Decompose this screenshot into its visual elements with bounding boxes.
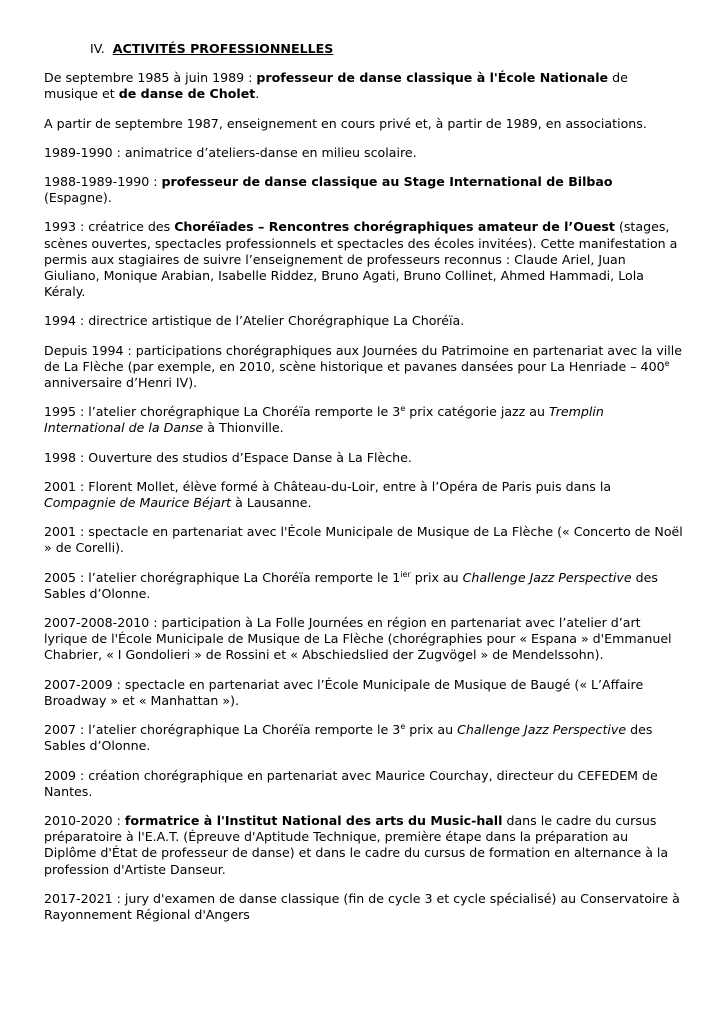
text-run: à Lausanne. bbox=[231, 495, 312, 511]
text-run: 2007-2008-2010 : participation à La Folle Journées en région en partenariat avec l’atelier d’art lyrique de l'École Municipale de Musique de La Flèche (chorégraphies pour « Espana » d'Emmanuel Chabrier, « I Gondolieri » de Rossini et « Abschiedslied der Zugvögel » de Mendelssohn). bbox=[44, 615, 672, 663]
text-run: de musique et bbox=[44, 70, 628, 102]
text-run: prix catégorie jazz au bbox=[405, 404, 549, 420]
superscript-text: e bbox=[400, 404, 406, 414]
entry-paragraph bbox=[44, 768, 684, 800]
text-run: 2009 : création chorégraphique en partenariat avec Maurice Courchay, directeur du CEFEDEM de Nantes. bbox=[44, 767, 658, 799]
text-run: De septembre 1985 à juin 1989 : bbox=[44, 70, 257, 86]
entry-paragraph bbox=[44, 722, 684, 754]
text-run: 1998 : Ouverture des studios d’Espace Danse à La Flèche. bbox=[44, 449, 412, 465]
text-run: à Thionville. bbox=[203, 420, 284, 436]
entry-paragraph bbox=[44, 145, 684, 161]
text-run: (stages, scènes ouvertes, spectacles professionnels et spectacles des écoles invitées). Cette manifestation a permis aux stagiaires de suivre l’enseignement de professeurs reconnus : Claude Ariel, Juan Giuliano, Monique Arabian, Isabelle Riddez, Bruno Agati, Bruno Collinet, Ahmed Hammadi, Lola Kéraly. bbox=[44, 219, 678, 300]
italic-text: Compagnie de Maurice Béjart bbox=[44, 495, 232, 511]
text-run: . bbox=[255, 86, 260, 102]
entry-paragraph bbox=[44, 479, 684, 511]
text-run: 1988-1989-1990 : bbox=[44, 174, 162, 190]
superscript-text: ier bbox=[400, 569, 411, 579]
superscript-text: e bbox=[664, 358, 670, 368]
text-run: 2001 : spectacle en partenariat avec l'École Municipale de Musique de La Flèche (« Concerto de Noël » de Corelli). bbox=[44, 524, 683, 556]
entry-paragraph bbox=[44, 615, 684, 664]
section-title: ACTIVITÉS PROFESSIONNELLES bbox=[112, 41, 334, 56]
bold-text: professeur de danse classique au Stage International de Bilbao bbox=[161, 174, 613, 190]
entries-list bbox=[44, 70, 684, 923]
text-run: 2007-2009 : spectacle en partenariat avec l’École Municipale de Musique de Baugé (« L’Affaire Broadway » et « Manhattan »). bbox=[44, 676, 644, 708]
superscript-text: e bbox=[400, 721, 406, 731]
text-run: dans le cadre du cursus préparatoire à l'E.A.T. (Épreuve d'Aptitude Technique, première étape dans la préparation au Diplôme d'État de professeur de danse) et dans le cadre du cursus de formation en alternance à la profession d'Artiste Danseur. bbox=[44, 812, 669, 877]
entry-paragraph bbox=[44, 450, 684, 466]
bold-text: professeur de danse classique à l'École Nationale bbox=[256, 70, 609, 86]
italic-text: Challenge Jazz Perspective bbox=[457, 722, 627, 738]
text-run: Depuis 1994 : participations chorégraphiques aux Journées du Patrimoine en partenariat avec la ville de La Flèche (par exemple, en 2010, scène historique et pavanes dansées pour La Henriade – 400 bbox=[44, 342, 683, 374]
text-run: (Espagne). bbox=[44, 190, 112, 206]
entry-paragraph bbox=[44, 116, 684, 132]
text-run: 1995 : l’atelier chorégraphique La Choréïa remporte le 3 bbox=[44, 404, 401, 420]
text-run: prix au bbox=[410, 569, 463, 585]
text-run: 2005 : l’atelier chorégraphique La Choréïa remporte le 1 bbox=[44, 569, 401, 585]
text-run: anniversaire d’Henri IV). bbox=[44, 375, 198, 391]
text-run: A partir de septembre 1987, enseignement en cours privé et, à partir de 1989, en associations. bbox=[44, 115, 647, 131]
text-run: des Sables d’Olonne. bbox=[44, 722, 653, 754]
text-run: 1989-1990 : animatrice d’ateliers-danse en milieu scolaire. bbox=[44, 144, 417, 160]
entry-paragraph bbox=[44, 219, 684, 300]
text-run: 1993 : créatrice des bbox=[44, 219, 175, 235]
text-run: 2001 : Florent Mollet, élève formé à Château-du-Loir, entre à l’Opéra de Paris puis dans la bbox=[44, 478, 612, 494]
text-run: 2010-2020 : bbox=[44, 812, 125, 828]
section-number: IV. bbox=[90, 41, 105, 56]
italic-text: Tremplin International de la Danse bbox=[44, 404, 604, 436]
entry-paragraph bbox=[44, 677, 684, 709]
bold-text: Choréïades – Rencontres chorégraphiques amateur de l’Ouest bbox=[174, 219, 615, 235]
bold-text: formatrice à l'Institut National des arts du Music-hall bbox=[124, 812, 503, 828]
entry-paragraph bbox=[44, 70, 684, 102]
text-run: des Sables d’Olonne. bbox=[44, 569, 658, 601]
text-run: 1994 : directrice artistique de l’Atelier Chorégraphique La Choréïa. bbox=[44, 313, 465, 329]
text-run: 2007 : l’atelier chorégraphique La Choréïa remporte le 3 bbox=[44, 722, 401, 738]
section-heading bbox=[90, 41, 684, 57]
entry-paragraph bbox=[44, 313, 684, 329]
entry-paragraph bbox=[44, 570, 684, 602]
italic-text: Challenge Jazz Perspective bbox=[462, 569, 632, 585]
entry-paragraph bbox=[44, 343, 684, 392]
entry-paragraph bbox=[44, 813, 684, 878]
entry-paragraph bbox=[44, 524, 684, 556]
entry-paragraph bbox=[44, 174, 684, 206]
entry-paragraph bbox=[44, 404, 684, 436]
text-run: prix au bbox=[405, 722, 458, 738]
bold-text: de danse de Cholet bbox=[118, 86, 256, 102]
entry-paragraph bbox=[44, 891, 684, 923]
text-run: 2017-2021 : jury d'examen de danse classique (fin de cycle 3 et cycle spécialisé) au Conservatoire à Rayonnement Régional d'Angers bbox=[44, 890, 680, 922]
